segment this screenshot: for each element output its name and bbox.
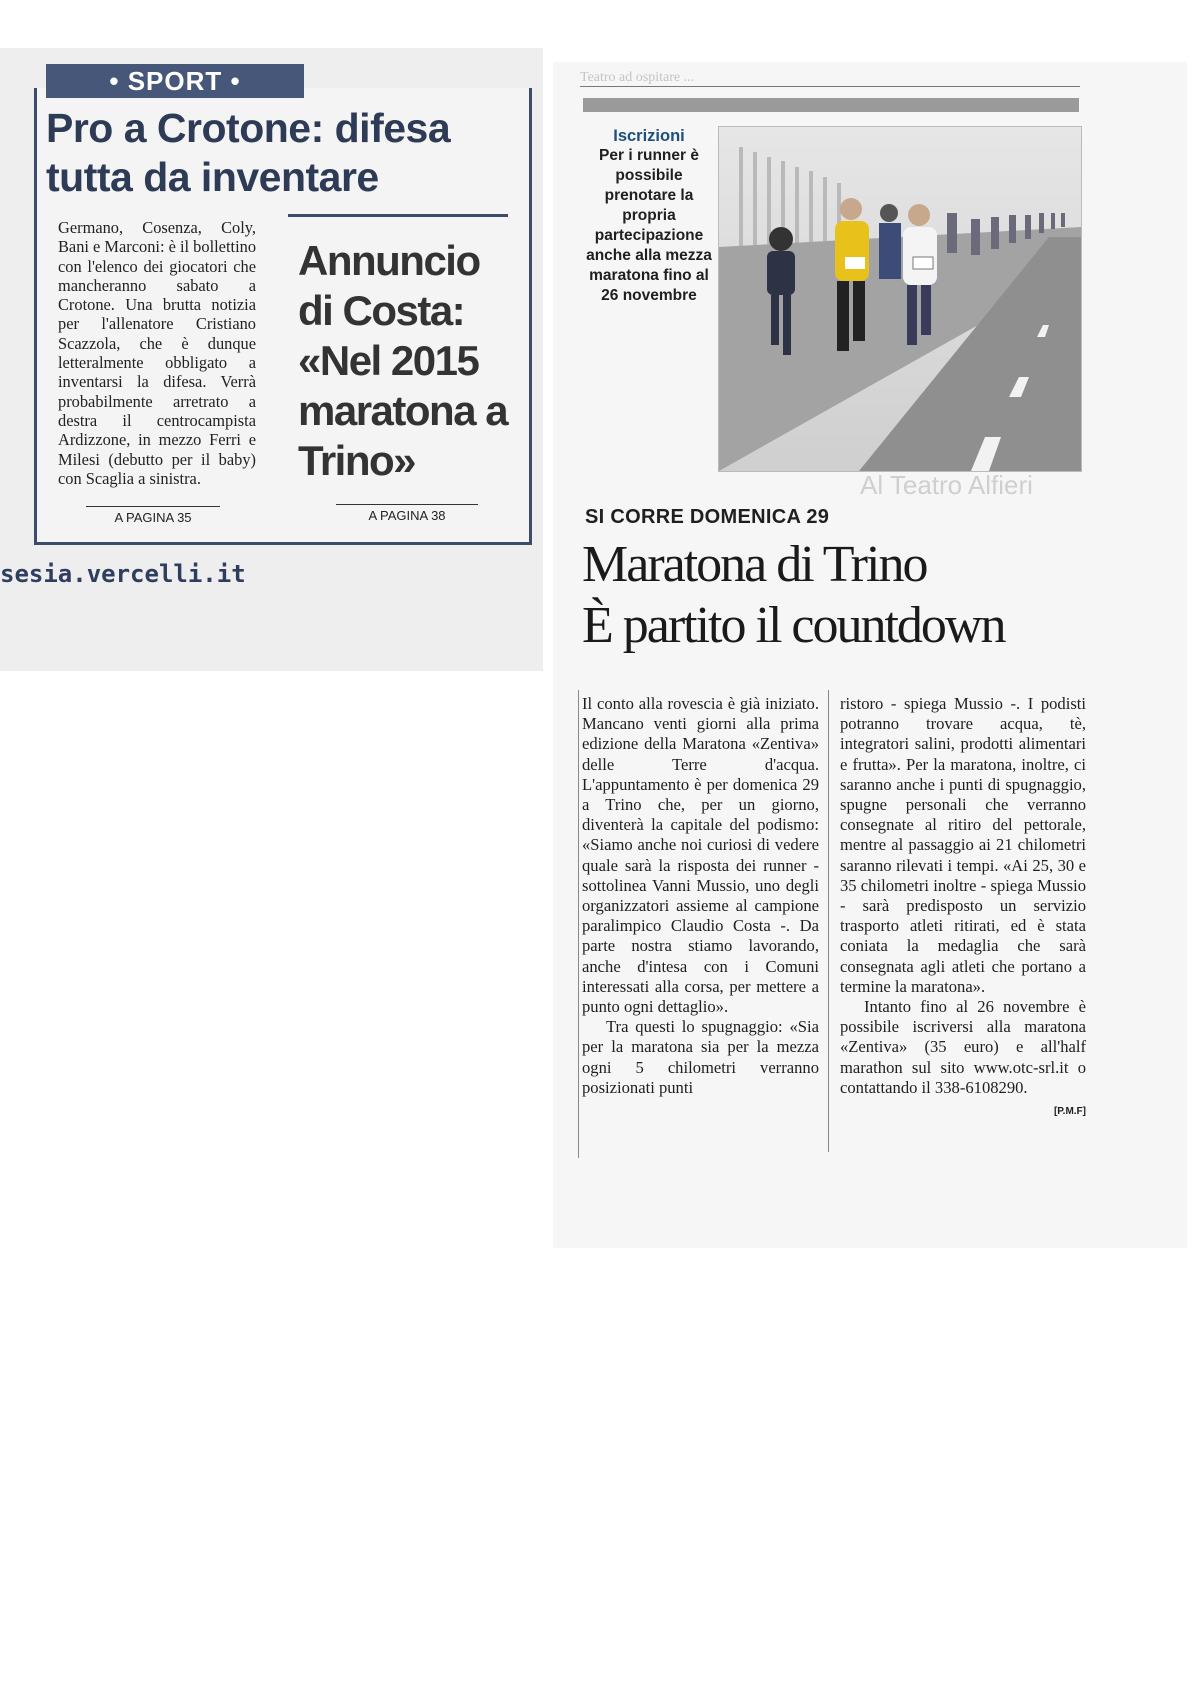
page-ref-rule [336, 504, 478, 505]
sport-body-text: Germano, Cosenza, Coly, Bani e Marconi: è il bollettino con l'elenco dei giocatori che mancheranno sabato a Crotone. Una brutta notizia per l'allenatore Cristiano Scazzola, che è dunque letteralmente obbligato a inventarsi la difesa. Verrà probabilmente arretrato a destra il centrocampista Ardizzone, in mezzo Ferri e Milesi (debutto per il baby) con Scaglia a sinistra. [58, 218, 257, 488]
page-ref-rule [86, 506, 220, 507]
author-signature: [P.M.F] [1053, 1106, 1086, 1118]
article-kicker: SI CORRE DOMENICA 29 [585, 506, 830, 528]
sport-section-tab: • SPORT • [46, 64, 304, 98]
top-rule [580, 86, 1080, 87]
article-headline-line2: È partito il countdown [582, 597, 1005, 654]
article-paragraph: Intanto fino al 26 novembre è possibile iscriversi alla maratona «Zentiva» (35 euro) e all'half marathon sul sito www.otc-srl.it o contattando il 338-6108290. [840, 997, 1086, 1097]
article-headline-line1: Maratona di Trino [582, 536, 927, 593]
article-paragraph: ristoro - spiega Mussio -. I podisti potranno trovare acqua, tè, integratori salini, prodotti alimentari e frutta». Per la maratona, inoltre, ci saranno anche i punti di spugnaggio, spugne personali che verranno consegnate al ritiro del pettorale, mentre al passaggio ai 21 chilometri saranno rilevati i tempi. «Ai 25, 30 e 35 chilometri inoltre - spiega Mussio - sarà predisposto un servizio trasporto atleti ritirati, ed è stata coniata la medaglia che sarà consegnata agli atleti che portano a termine la maratona». [840, 694, 1086, 996]
top-grey-bar [583, 98, 1079, 112]
annuncio-headline: Annuncio di Costa: «Nel 2015 maratona a Trino» [298, 237, 508, 484]
photo-caption-text: Per i runner è possibile prenotare la propria partecipazione anche alla mezza maratona fino al 26 novembre [586, 147, 712, 304]
article-paragraph: Il conto alla rovescia è già iniziato. Mancano venti giorni alla prima edizione della Maratona «Zentiva» delle Terre d'acqua. L'appuntamento è per domenica 29 a Trino che, per un giorno, diventerà la capitale del podismo: «Siamo anche noi curiosi di vedere quale sarà la risposta dei runner - sottolinea Vanni Mussio, uno degli organizzatori assieme al campione paralimpico Claudio Costa -. Da parte nostra stiamo lavorando, anche d'intesa con i Comuni interessati alla corsa, per mettere a punto ogni dettaglio». [582, 694, 819, 1017]
page-ref-annuncio: A PAGINA 38 [368, 508, 446, 523]
photo-caption [584, 126, 714, 306]
page-ref-sport: A PAGINA 35 [114, 510, 192, 525]
headline-rule [288, 214, 508, 217]
column-rule [578, 690, 579, 1158]
article-headline [582, 534, 1087, 656]
article-column-1 [582, 694, 819, 1098]
article-paragraph: Tra questi lo spugnaggio: «Sia per la maratona sia per la mezza ogni 5 chilometri verranno posizionati punti [582, 1017, 819, 1097]
article-column-2 [840, 694, 1086, 1122]
photo-caption-title: Iscrizioni [613, 127, 685, 145]
column-rule [828, 690, 829, 1152]
bleed-through-text: Teatro ad ospitare ... [580, 70, 695, 85]
sport-headline: Pro a Crotone: difesa tutta da inventare [46, 105, 451, 200]
bleed-through-text: Al Teatro Alfieri [860, 470, 1033, 500]
footer-url: sesia.vercelli.it [0, 560, 246, 588]
marathon-photo [718, 126, 1082, 472]
